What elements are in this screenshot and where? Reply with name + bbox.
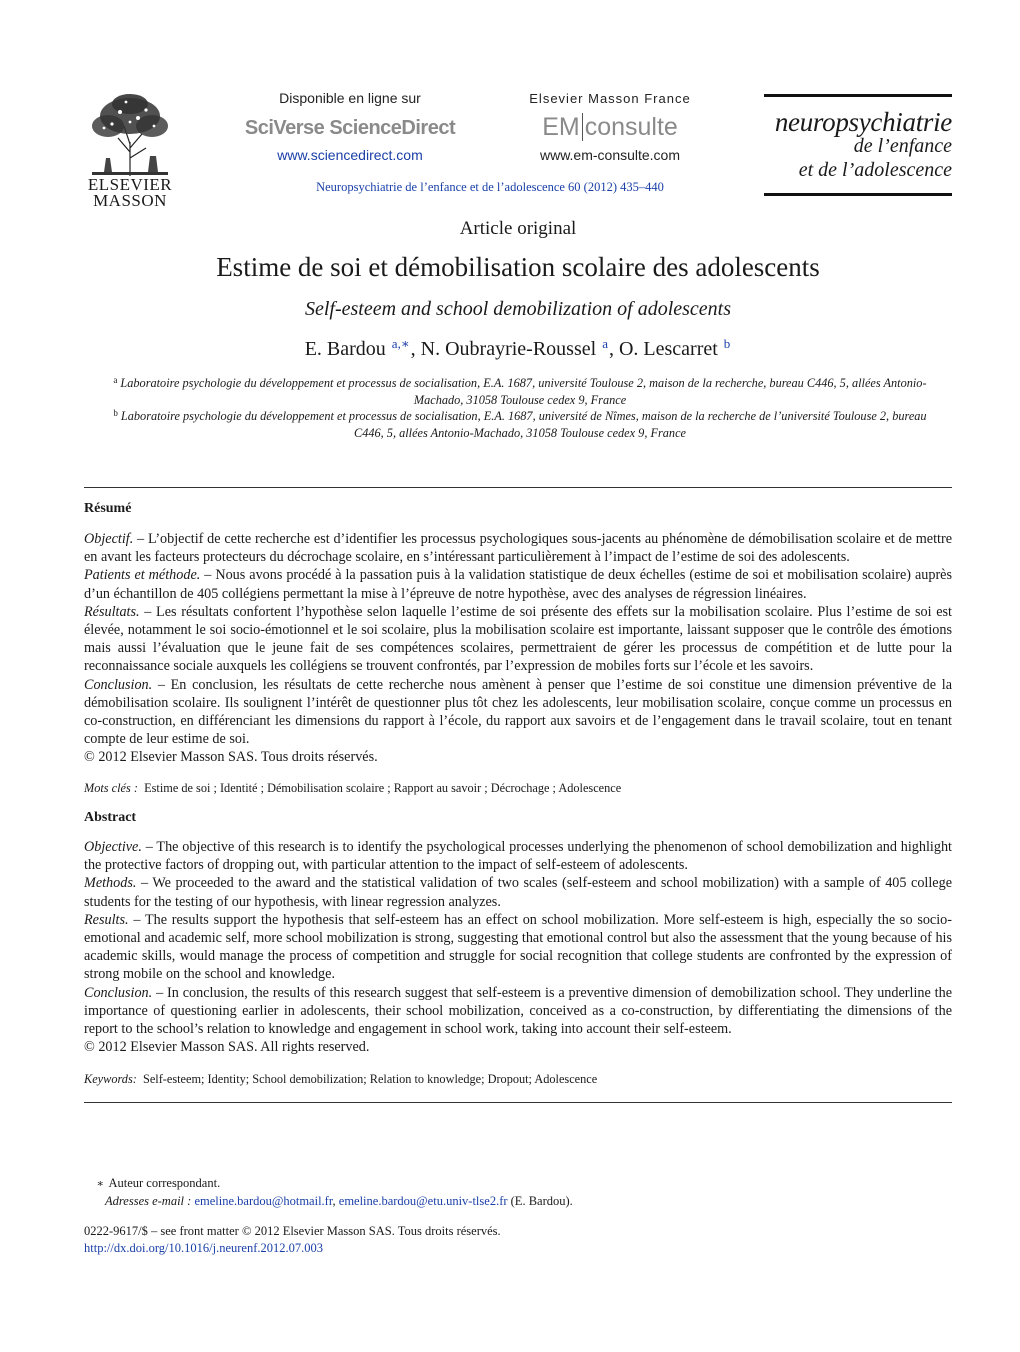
front-matter: [84, 1223, 501, 1257]
author-affiliation-marker[interactable]: a,∗: [391, 336, 410, 351]
resume-heading: Résumé: [84, 501, 132, 516]
author-list: E. Bardou $^{a,∗}$, N. Oubrayrie-Roussel $^a$, O. Lescarret $^b$: [304, 336, 731, 360]
journal-citation[interactable]: Neuropsychiatrie de l’enfance et de l’adolescence 60 (2012) 435–440: [316, 180, 664, 194]
abstract-paragraph: Results. – The results support the hypothesis that self-esteem has an effect on school mobilization. More self-esteem is high, especially the so socio-emotional and academic self, more school mobilization is strong, suggesting that emotional control but also the assessment that the young because of his academic skills, would manage the process of competition and struggle for social recognition that college students are confronted by the expression of strong mobile on the school and knowledge.: [84, 911, 952, 983]
abstract-paragraph: Methods. – We proceeded to the award and the statistical validation of two scales (self-esteem and school mobilization) with a sample of 405 college students for the testing of our hypothesis, with linear regression analyzes.: [84, 875, 952, 910]
abstract-paragraph: Conclusion. – In conclusion, the results of this research suggest that self-esteem is a preventive dimension of demobilization school. They underline the importance of questioning earlier in adolescents, their school mobilization, conceived as a co-construction, by differentiating the dimensions of the report to the school’s relation to knowledge and engagement in school work, taking into account their self-esteem.: [84, 984, 952, 1038]
corresponding-author-note: ∗ Auteur correspondant. Adresses e-mail : emeline.bardou@hotmail.fr, emeline.bardou@etu.univ-tlse2.fr (E. Bardou).: [96, 1176, 573, 1208]
journal-title-line: neuropsychiatrie: [774, 107, 952, 137]
affiliation: $^b$ Laboratoire psychologie du développement et processus de socialisation, E.A. 1687, université de Nîmes, maison de la recherche de l’université Toulouse 2, bureau C446, 5, allées Antonio-Machado, 31058 Toulouse cedex 9, France: [113, 408, 927, 440]
elsevier-masson-wordmark: ELSEVIER MASSON: [87, 175, 173, 210]
journal-title-logo: [764, 94, 952, 196]
doi-link[interactable]: http://dx.doi.org/10.1016/j.neurenf.2012.07.003: [84, 1241, 323, 1255]
article-subtitle: Self-esteem and school demobilization of adolescents: [304, 298, 732, 320]
emconsulte-link[interactable]: www.em-consulte.com: [539, 147, 681, 163]
resume-paragraph: Patients et méthode. – Nous avons procédé à la passation puis à la validation statistique de deux échelles (estime de soi et mobilisation scolaire) auprès d’un échantillon de 405 collégiens permettant la mise à l’épreuve de notre hypothèse, avec des analyses de régression linéaires.: [84, 567, 952, 602]
abstract-paragraph: Objective. – The objective of this research is to identify the psychological processes underlying the phenomenon of school demobilization and highlight the protective factors of dropping out, with particular attention to the impact of self-esteem of adolescents.: [84, 839, 952, 874]
abstract-heading: Abstract: [84, 810, 137, 825]
email-link[interactable]: emeline.bardou@etu.univ-tlse2.fr: [338, 1194, 508, 1208]
article-title: Estime de soi et démobilisation scolaire des adolescents: [216, 252, 820, 282]
sciencedirect-label: Disponible en ligne sur: [279, 90, 421, 106]
issn-line: 0222-9617/$ – see front matter © 2012 Elsevier Masson SAS. Tous droits réservés.: [84, 1224, 501, 1238]
elsevier-tree-logo: [84, 92, 176, 178]
article-type: Article original: [459, 218, 577, 239]
author-affiliation-marker[interactable]: a: [602, 336, 608, 351]
sciencedirect-brand: SciVerse ScienceDirect: [244, 117, 456, 139]
resume-keywords: Mots clés : Estime de soi ; Identité ; Démobilisation scolaire ; Rapport au savoir ; Décrochage ; Adolescence: [84, 781, 622, 795]
abstract-body: [84, 838, 952, 1056]
affiliation: $^a$ Laboratoire psychologie du développement et processus de socialisation, E.A. 1687, université Toulouse 2, maison de la recherche, bureau C446, 5, allées Antonio-Machado, 31058 Toulouse cedex 9, France: [113, 375, 927, 407]
emconsulte-brand: EM consulte: [542, 113, 678, 141]
author-name[interactable]: N. Oubrayrie-Roussel: [420, 338, 597, 360]
abstract-keywords: Keywords: Self-esteem; Identity; School demobilization; Relation to knowledge; Dropout; Adolescence: [84, 1072, 598, 1086]
email-link[interactable]: emeline.bardou@hotmail.fr: [194, 1194, 333, 1208]
author-name[interactable]: E. Bardou: [304, 338, 386, 360]
journal-title-line: de l’enfance: [853, 135, 952, 157]
resume-paragraph: Résultats. – Les résultats confortent l’hypothèse selon laquelle l’estime de soi présente des effets sur la mobilisation scolaire. Plus l’estime de soi est élevée, notamment le soi socio-émotionnel et le soi scolaire, plus la mobilisation scolaire est importante, laissant supposer que le contrôle des émotions mais aussi l’évaluation que le jeune fait de ses compétences scolaires, permettraient de gérer les processus de compétition et de lutte pour la reconnaissance sociale auxquels les collégiens se trouvent confrontés, par l’expression de mobiles forts sur l’école et les savoirs.: [84, 603, 952, 675]
author-affiliation-marker[interactable]: b: [723, 336, 731, 351]
section-divider: [84, 1102, 952, 1103]
resume-paragraph: Objectif. – L’objectif de cette recherche est d’identifier les processus psychologiques sous-jacents au phénomène de démobilisation scolaire et de mettre en avant les facteurs protecteurs du décrochage scolaire, en s’intéressant particulièrement à l’impact de l’estime de soi des adolescents.: [84, 531, 952, 566]
resume-copyright: © 2012 Elsevier Masson SAS. Tous droits réservés.: [84, 749, 378, 766]
section-divider: [84, 487, 952, 488]
resume-body: [84, 530, 952, 767]
emconsulte-label: Elsevier Masson France: [529, 91, 691, 106]
abstract-copyright: © 2012 Elsevier Masson SAS. All rights reserved.: [84, 1039, 370, 1056]
author-name[interactable]: O. Lescarret: [618, 338, 718, 360]
resume-paragraph: Conclusion. – En conclusion, les résultats de cette recherche nous amènent à penser que l’estime de soi constitue une dimension préventive de la démobilisation scolaire. Ils soulignent l’intérêt de questionner plus tôt chez les adolescents, leur mobilisation scolaire, conçue comme un processus en co-construction, en différenciant les dimensions du rapport à l’école, du rapport aux savoirs et de l’engagement dans le travail scolaire, tout en tenant compte de leur estime de soi.: [84, 676, 952, 748]
journal-title-line: et de l’adolescence: [798, 159, 952, 181]
sciencedirect-link[interactable]: www.sciencedirect.com: [277, 147, 423, 163]
